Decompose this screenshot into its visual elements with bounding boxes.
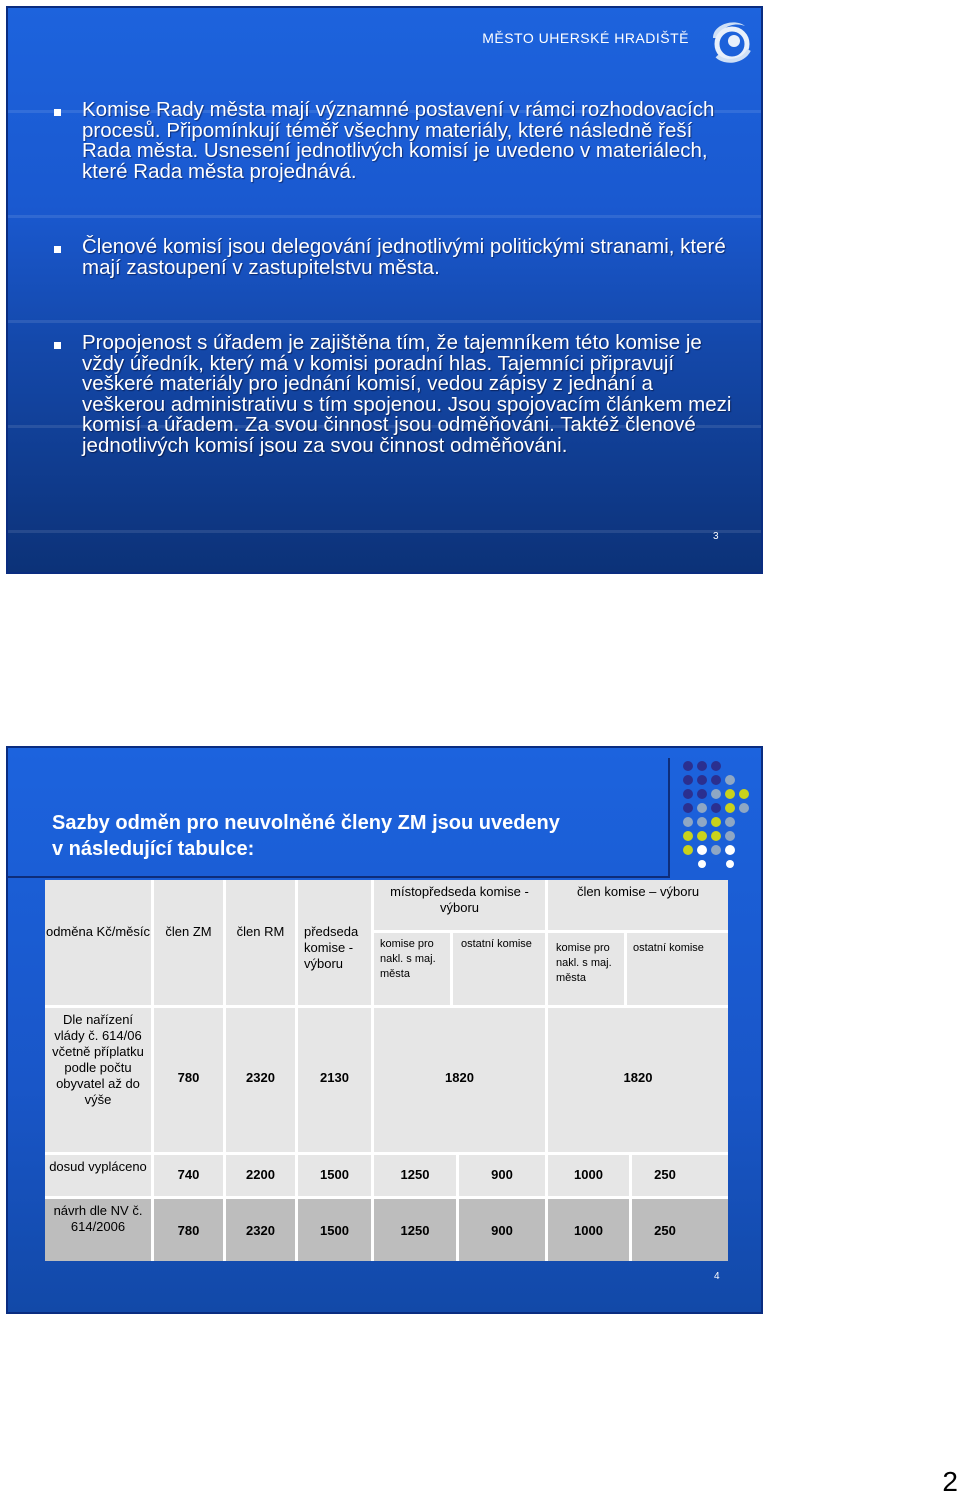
row2-value: 1500: [298, 1155, 371, 1196]
bullet-square-icon: [54, 342, 61, 349]
row3-value: 2320: [226, 1199, 295, 1261]
row2-value: 250: [632, 1155, 728, 1196]
sub-header-ostatni: ostatní komise: [453, 933, 545, 1005]
rates-table: [45, 880, 728, 1261]
header-label: odměna Kč/měsíc: [45, 880, 151, 1005]
col-header-clen: člen komise – výboru: [548, 880, 728, 930]
bullet-item: Propojenost s úřadem je zajištěna tím, že tajemníkem této komise je vždy úředník, který má v komisi poradní hlas. Tajemníci připravují veškeré materiály pro jednání komisí, vedou zápisy z jednání a veškerou administrativu s tím spojenou. Jsou spojovacím článkem mezi komisí a úřadem. Za svou činnost jsou odměňováni. Taktéž členové jednotlivých komisí jsou za svou činnost odměňováni.: [52, 333, 732, 456]
row3-value: 1000: [548, 1199, 629, 1261]
slide-title: Sazby odměn pro neuvolněné členy ZM jsou uvedeny v následující tabulce:: [52, 812, 560, 860]
slide-4: [6, 746, 763, 1314]
row3-value: 780: [154, 1199, 223, 1261]
slide-3: [6, 6, 763, 574]
decorative-dots-icon: [680, 758, 760, 868]
col-header-mistopredseda: místopředseda komise - výboru: [374, 880, 545, 930]
document-page-number: 2: [942, 1466, 958, 1497]
sub-header-nakl-2: komise pro nakl. s maj. města: [548, 933, 624, 1005]
row2-value: 740: [154, 1155, 223, 1196]
sub-header-ostatni-2: ostatní komise: [627, 933, 728, 1005]
row2-label: dosud vypláceno: [45, 1155, 151, 1196]
bullet-list: [52, 100, 732, 511]
slide-page-number: 4: [714, 1271, 720, 1282]
sub-header-nakl: komise pro nakl. s maj. města: [374, 933, 450, 1005]
row2-value: 1250: [374, 1155, 456, 1196]
row2-value: 2200: [226, 1155, 295, 1196]
row2-value: 900: [459, 1155, 545, 1196]
row1-clen: 1820: [548, 1008, 728, 1152]
col-header-zm: člen ZM: [154, 880, 223, 1005]
row1-zm: 780: [154, 1008, 223, 1152]
row1-predseda: 2130: [298, 1008, 371, 1152]
row3-value: 900: [459, 1199, 545, 1261]
city-logo-icon: [705, 16, 755, 66]
row3-value: 1250: [374, 1199, 456, 1261]
row1-label: Dle nařízení vlády č. 614/06 včetně příplatku podle počtu obyvatel až do výše: [45, 1008, 151, 1152]
row3-value: 250: [632, 1199, 728, 1261]
brand-name: MĚSTO UHERSKÉ HRADIŠTĚ: [482, 30, 689, 46]
row1-rm: 2320: [226, 1008, 295, 1152]
bullet-item: Komise Rady města mají významné postavení v rámci rozhodovacích procesů. Připomínkují téměř všechny materiály, které následně řeší Rada města. Usnesení jednotlivých komisí je uvedeno v materiálech, které Rada města projednává.: [52, 100, 732, 182]
row3-value: 1500: [298, 1199, 371, 1261]
bullet-square-icon: [54, 109, 61, 116]
row1-mistopredseda: 1820: [374, 1008, 545, 1152]
bullet-square-icon: [54, 246, 61, 253]
divider-vertical: [668, 758, 670, 876]
row2-value: 1000: [548, 1155, 629, 1196]
col-header-rm: člen RM: [226, 880, 295, 1005]
slide-page-number: 3: [713, 531, 719, 542]
col-header-predseda: předseda komise - výboru: [298, 880, 371, 1005]
bullet-item: Členové komisí jsou delegování jednotlivými politickými stranami, které mají zastoupení v zastupitelstvu města.: [52, 237, 732, 278]
divider-horizontal: [8, 876, 670, 878]
row3-label: návrh dle NV č. 614/2006: [45, 1199, 151, 1261]
